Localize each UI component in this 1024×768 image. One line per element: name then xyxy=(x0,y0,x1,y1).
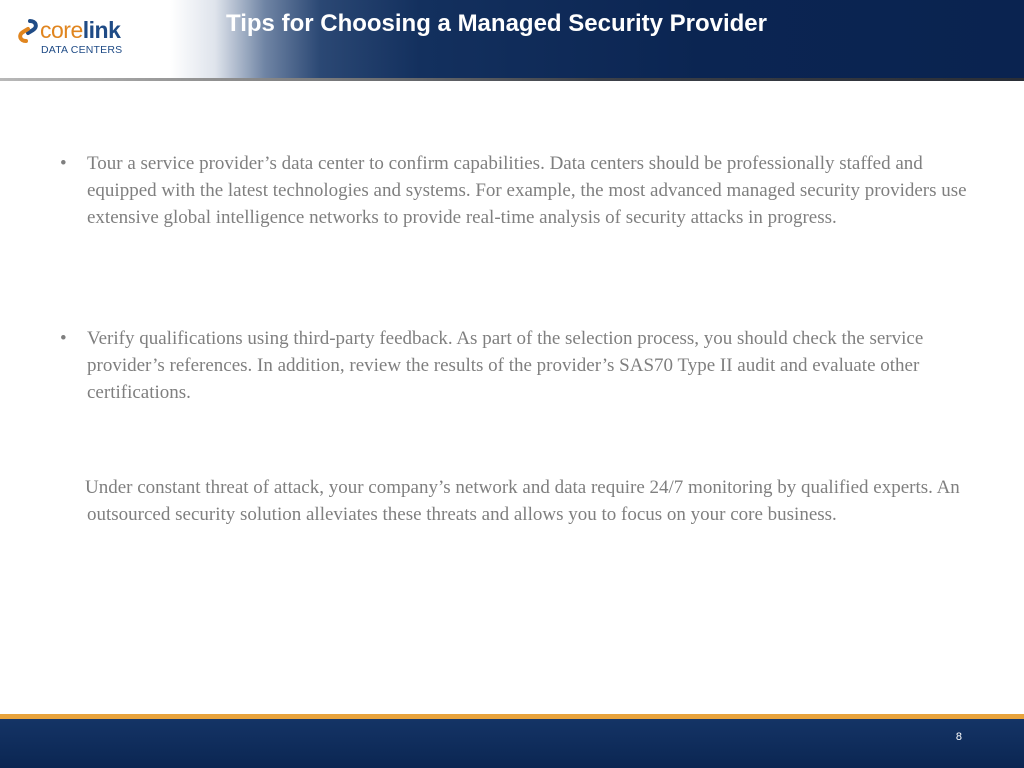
slide-header xyxy=(0,0,1024,78)
logo-word-link: link xyxy=(82,17,121,43)
bullet-text: Verify qualifications using third-party feedback. As part of the selection process, you should check the service provider’s references. In addition, review the results of the provider’s SAS70 Type II audit and evaluate other certifications. xyxy=(87,328,924,403)
logo-wordmark xyxy=(40,15,120,45)
slide-footer xyxy=(0,719,1024,768)
logo-word-core: core xyxy=(40,17,83,43)
header-divider xyxy=(0,78,1024,81)
closing-paragraph: Under constant threat of attack, your company’s network and data require 24/7 monitoring by qualified experts. An outsourced security solution alleviates these threats and allows you to focus on your core business. xyxy=(85,477,960,525)
page-number: 8 xyxy=(955,731,962,743)
corelink-logo-mark-icon xyxy=(16,18,40,44)
slide-title: Tips for Choosing a Managed Security Provider xyxy=(226,10,767,37)
logo-subtitle: DATA CENTERS xyxy=(41,44,123,56)
bullet-text: Tour a service provider’s data center to confirm capabilities. Data centers should be professionally staffed and equipped with the latest technologies and systems. For example, the most advanced managed security providers use extensive global intelligence networks to provide real-time analysis of security attacks in progress. xyxy=(87,153,967,228)
bullet-item xyxy=(60,150,997,231)
bullet-marker: • xyxy=(60,328,67,349)
bullet-marker: • xyxy=(60,153,67,174)
corelink-logo xyxy=(16,17,136,61)
bullet-item xyxy=(60,325,997,406)
